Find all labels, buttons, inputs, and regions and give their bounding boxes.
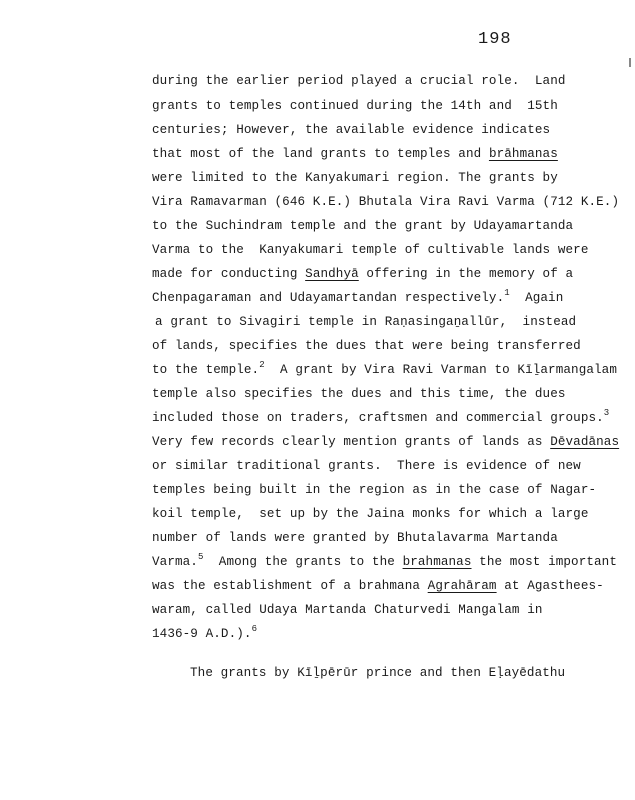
text-line: [152, 626, 257, 642]
text-line: [152, 146, 558, 162]
text-segment: koil temple, set up by the Jaina monks for which a large: [152, 507, 589, 521]
text-line: [152, 242, 588, 258]
footnote-marker: 2: [259, 360, 265, 370]
footnote-marker: 6: [251, 624, 258, 634]
underlined-term: Agrahāram: [427, 579, 497, 593]
text-segment: number of lands were granted by Bhutalavarma Martanda: [152, 531, 558, 545]
text-segment: Varma to the Kanyakumari temple of cultivable lands were: [152, 243, 589, 257]
footnote-marker: 3: [603, 408, 610, 418]
text-segment: included those on traders, craftsmen and commercial groups.: [152, 411, 604, 425]
text-line: [152, 386, 566, 402]
text-segment: centuries; However, the available evidence indicates: [152, 123, 551, 137]
text-line: [152, 73, 566, 89]
text-segment: that most of the land grants to temples and: [152, 147, 489, 161]
text-line: [152, 194, 619, 210]
text-segment: to the temple.: [152, 363, 260, 377]
text-line: [152, 530, 558, 546]
text-segment: A grant by Vira Ravi Varman to Kīḻarmangalam: [264, 363, 617, 377]
text-segment: was the establishment of a brahmana: [152, 579, 428, 593]
text-segment: during the earlier period played a crucial role. Land: [152, 74, 566, 88]
text-segment: Among the grants to the: [203, 555, 403, 569]
text-segment: made for conducting: [152, 267, 306, 281]
scan-speck: [629, 58, 631, 67]
text-line: [152, 482, 596, 498]
text-segment: temples being built in the region as in the case of Nagar-: [152, 483, 597, 497]
text-segment: Again: [509, 291, 564, 305]
text-segment: at Agasthees-: [496, 579, 604, 593]
text-line: [152, 458, 581, 474]
text-line: [155, 314, 576, 330]
text-segment: Varma.: [152, 555, 198, 569]
text-line: [190, 665, 565, 681]
text-line: [152, 170, 558, 186]
text-segment: Chenpagaraman and Udayamartandan respectively.: [152, 291, 505, 305]
text-line: [152, 122, 550, 138]
text-segment: were limited to the Kanyakumari region. The grants by: [152, 171, 558, 185]
text-line: [152, 554, 617, 570]
text-segment: of lands, specifies the dues that were being transferred: [152, 339, 581, 353]
text-line: [152, 290, 563, 306]
text-segment: grants to temples continued during the 14th and 15th: [152, 99, 558, 113]
text-segment: a grant to Sivagiri temple in Raṇasingaṉallūr, instead: [155, 315, 577, 329]
text-segment: Vira Ramavarman (646 K.E.) Bhutala Vira Ravi Varma (712 K.E.): [152, 195, 620, 209]
text-segment: temple also specifies the dues and this time, the dues: [152, 387, 566, 401]
text-line: [152, 362, 617, 378]
underlined-term: brāhmanas: [488, 147, 558, 161]
text-segment: 1436-9 A.D.).: [152, 627, 252, 641]
footnote-marker: 5: [197, 552, 204, 562]
text-line: [152, 218, 573, 234]
text-line: [152, 506, 588, 522]
text-line: [152, 434, 619, 450]
text-segment: to the Suchindram temple and the grant by Udayamartanda: [152, 219, 574, 233]
text-line: [152, 338, 581, 354]
text-segment: waram, called Udaya Martanda Chaturvedi Mangalam in: [152, 603, 543, 617]
text-segment: Very few records clearly mention grants of lands as: [152, 435, 551, 449]
underlined-term: Sandhyā: [305, 267, 359, 281]
text-line: [152, 578, 604, 594]
text-line: [152, 410, 609, 426]
text-line: [152, 602, 543, 618]
text-segment: The grants by Kīḻpērūr prince and then Eḷayēdathu: [190, 666, 566, 680]
text-segment: or similar traditional grants. There is evidence of new: [152, 459, 581, 473]
underlined-term: brahmanas: [402, 555, 472, 569]
text-line: [152, 266, 573, 282]
underlined-term: Dēvadānas: [550, 435, 620, 449]
text-segment: the most important: [471, 555, 617, 569]
footnote-marker: 1: [504, 288, 510, 298]
text-line: [152, 98, 558, 114]
page-number: 198: [478, 30, 512, 49]
text-segment: offering in the memory of a: [358, 267, 574, 281]
